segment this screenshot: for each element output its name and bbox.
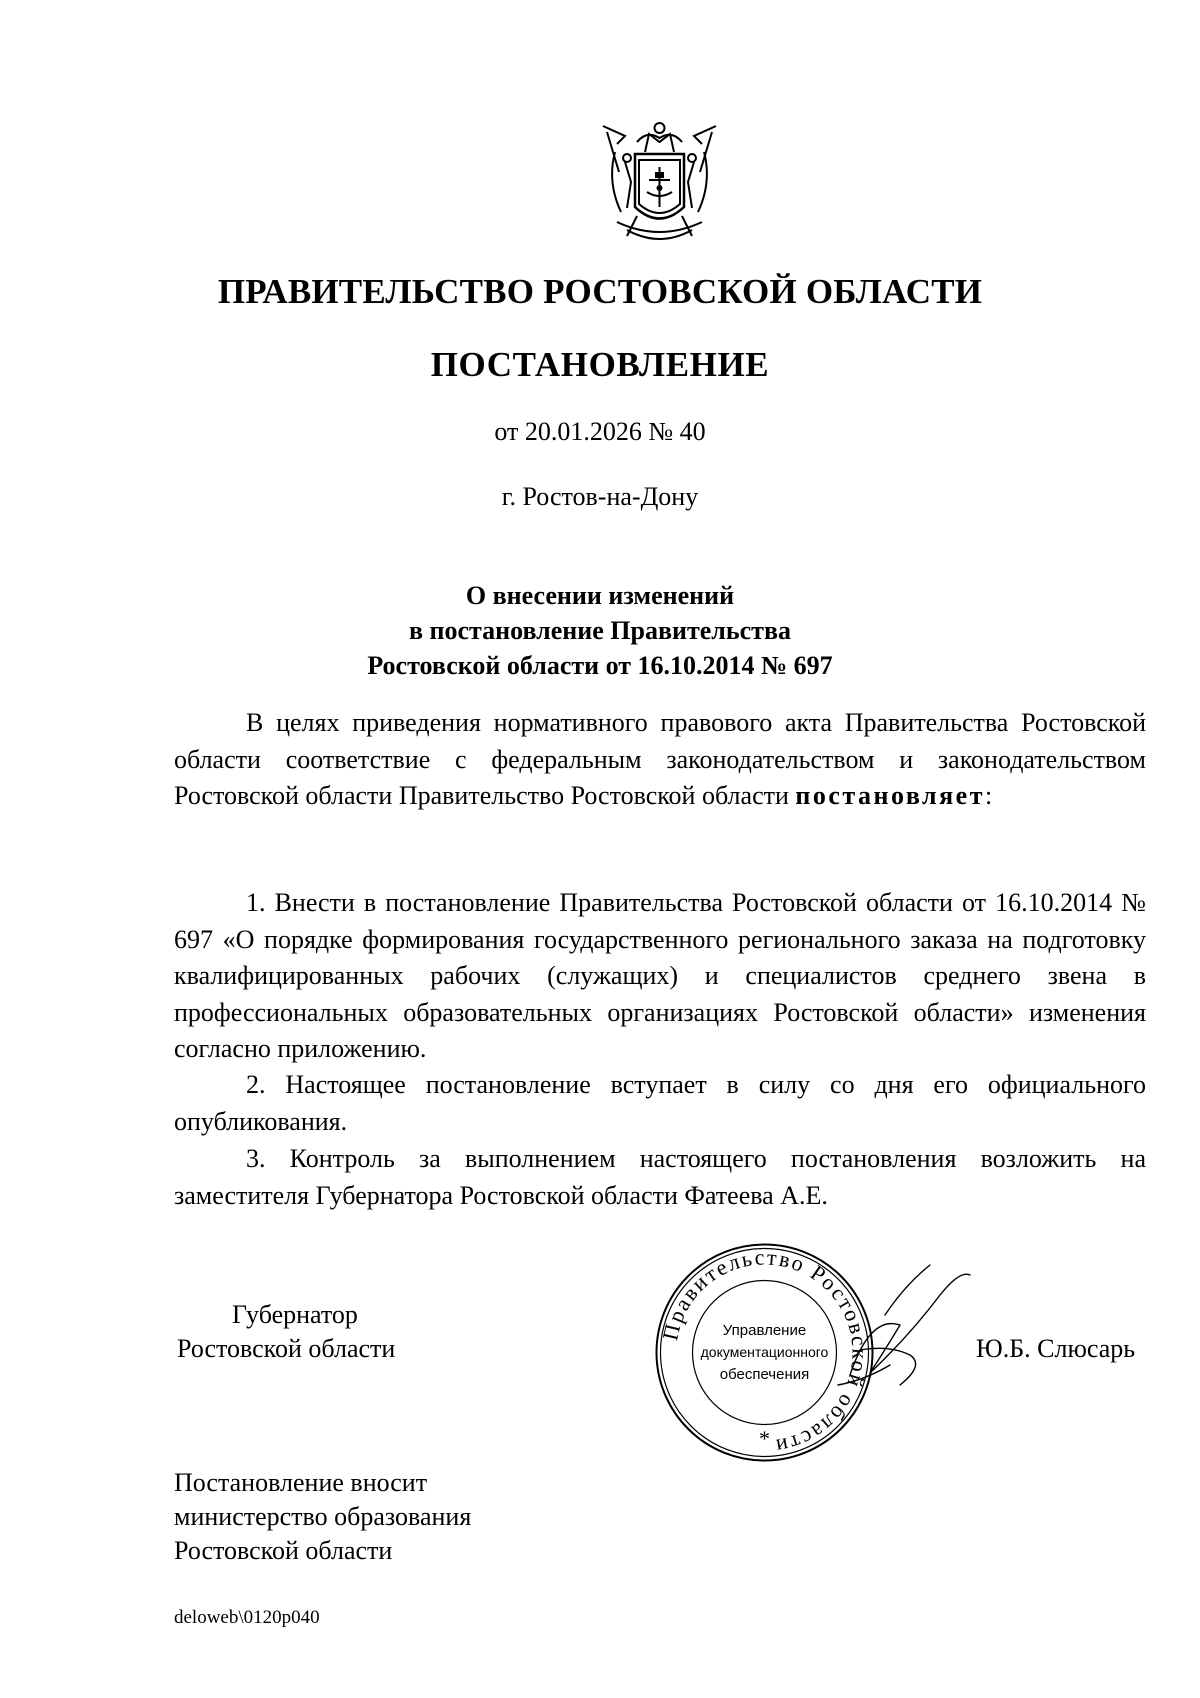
subject-line: О внесении изменений <box>465 581 735 610</box>
preamble-paragraph <box>174 705 1146 815</box>
submitted-by-line: Ростовской области <box>174 1536 393 1565</box>
item-text: 3. Контроль за выполнением настоящего постановления возложить на заместителя Губернатора Ростовской области Фатеева А.Е. <box>174 1144 1146 1210</box>
document-type: ПОСТАНОВЛЕНИЕ <box>430 345 770 384</box>
item-text: 2. Настоящее постановление вступает в силу со дня его официального опубликования. <box>174 1070 1146 1136</box>
date-number: от 20.01.2026 № 40 <box>494 417 706 446</box>
submitted-by-line: министерство образования <box>174 1502 472 1531</box>
stamp-center-line: Управление <box>722 1322 807 1339</box>
decree-colon: : <box>985 781 993 810</box>
signatory-position: Губернатор <box>232 1300 358 1329</box>
item-paragraph <box>174 1067 1146 1140</box>
stamp-ring-text: Правительство Ростовской области <box>657 1244 873 1461</box>
stamp-center-line: документационного <box>700 1344 829 1360</box>
document-subject <box>0 578 1200 683</box>
item-text: 1. Внести в постановление Правительства Ростовской области от 16.10.2014 № 697 «О порядке формирования государственного регионального заказа на подготовку квалифицированных рабочих (служащих) и специалистов среднего звена в профессиональных образовательных организациях Ростовской области» изменения согласно приложению. <box>174 888 1146 1063</box>
stamp-center-line: обеспечения <box>719 1366 810 1383</box>
signatory-name: Ю.Б. Слюсарь <box>976 1334 1136 1363</box>
decree-word: постановляет <box>795 781 985 810</box>
issuer-title: ПРАВИТЕЛЬСТВО РОСТОВСКОЙ ОБЛАСТИ <box>217 272 983 311</box>
handwritten-signature <box>830 1255 980 1405</box>
subject-line: в постановление Правительства <box>408 616 791 645</box>
submitted-by-line: Постановление вносит <box>174 1468 428 1497</box>
subject-line: Ростовской области от 16.10.2014 № 697 <box>367 651 833 680</box>
preamble-text: В целях приведения нормативного правового акта Правительства Ростовской области соответствие с федеральным законодательством и законодательством Ростовской области Правительство Ростовской области <box>174 708 1146 810</box>
item-paragraph <box>174 885 1146 1068</box>
stamp-star: * <box>759 1426 770 1451</box>
signatory-region: Ростовской области <box>177 1334 396 1363</box>
coat-of-arms-icon <box>597 112 722 252</box>
place-of-issue: г. Ростов-на-Дону <box>501 482 699 511</box>
registry-code: deloweb\0120p040 <box>174 1607 320 1628</box>
item-paragraph <box>174 1141 1146 1214</box>
